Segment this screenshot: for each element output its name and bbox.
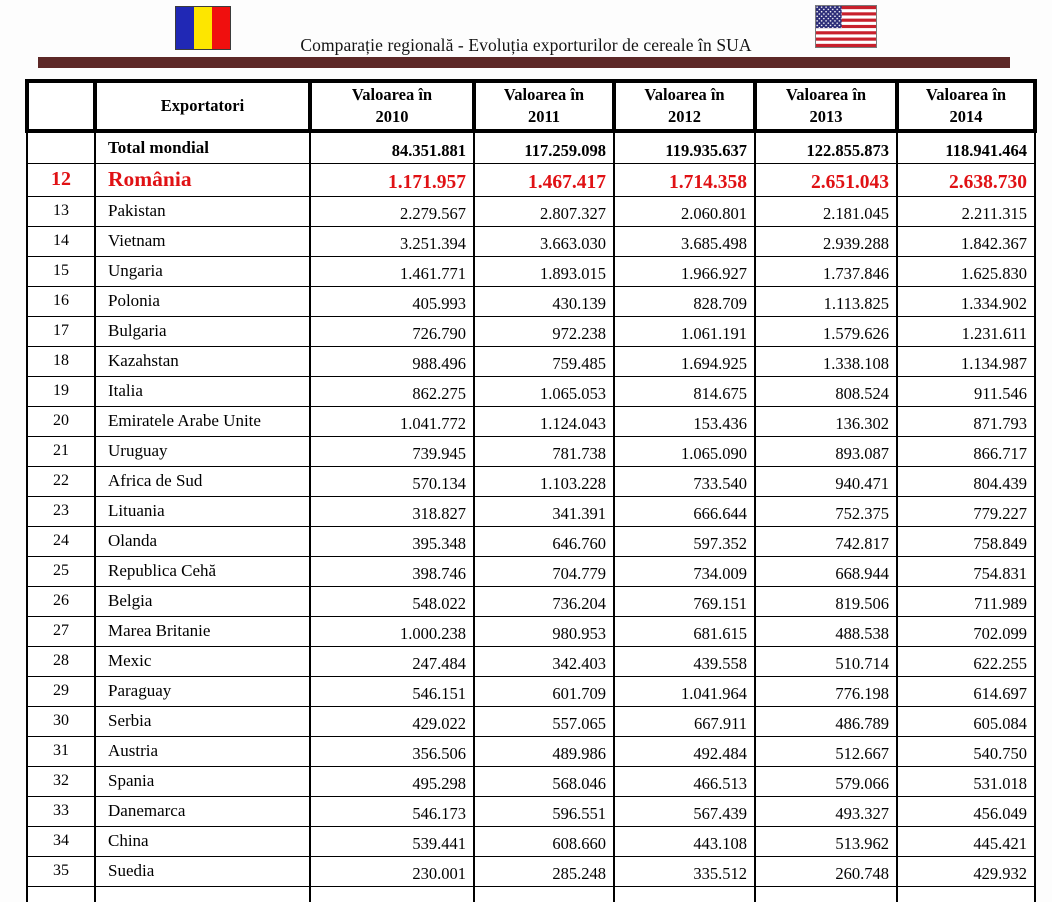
- table-row: [27, 676, 1035, 706]
- value-cell-2010: 1.000.238: [310, 616, 474, 646]
- table-row: [27, 256, 1035, 286]
- value-cell-2011: 117.259.098: [474, 131, 614, 163]
- table-row: [27, 736, 1035, 766]
- value-cell-2011: 1.065.053: [474, 376, 614, 406]
- value-cell-2012: 734.009: [614, 556, 755, 586]
- value-cell-2013: 668.944: [755, 556, 897, 586]
- value-cell-2013: 1.579.626: [755, 316, 897, 346]
- rank-cell: 33: [27, 796, 95, 826]
- value-cell-2010: 539.441: [310, 826, 474, 856]
- value-cell-2012: 597.352: [614, 526, 755, 556]
- value-cell-2011: 2.807.327: [474, 196, 614, 226]
- value-cell-2010: 3.251.394: [310, 226, 474, 256]
- value-cell-2010: [310, 886, 474, 902]
- value-cell-2010: 1.041.772: [310, 406, 474, 436]
- value-cell-2012: 1.065.090: [614, 436, 755, 466]
- value-cell-2013: 136.302: [755, 406, 897, 436]
- table-row: [27, 196, 1035, 226]
- value-cell-2012: 3.685.498: [614, 226, 755, 256]
- rank-cell: [27, 131, 95, 163]
- exporter-name-cell: Italia: [95, 376, 310, 406]
- rank-cell: 15: [27, 256, 95, 286]
- exporter-name-cell: România: [95, 163, 310, 196]
- value-cell-2010: 429.022: [310, 706, 474, 736]
- value-cell-2013: 893.087: [755, 436, 897, 466]
- year-header-cell-2011: Valoarea în 2011: [474, 81, 614, 131]
- exporter-name-cell: Uruguay: [95, 436, 310, 466]
- value-cell-2010: 84.351.881: [310, 131, 474, 163]
- value-cell-2014: 911.546: [897, 376, 1035, 406]
- table-row: [27, 376, 1035, 406]
- table-row: [27, 556, 1035, 586]
- value-cell-2011: 608.660: [474, 826, 614, 856]
- table-row: [27, 526, 1035, 556]
- value-cell-2013: 742.817: [755, 526, 897, 556]
- value-cell-2011: 1.893.015: [474, 256, 614, 286]
- value-cell-2013: 122.855.873: [755, 131, 897, 163]
- value-cell-2014: 1.625.830: [897, 256, 1035, 286]
- rank-cell: 34: [27, 826, 95, 856]
- value-cell-2014: 1.231.611: [897, 316, 1035, 346]
- rank-cell: 23: [27, 496, 95, 526]
- value-cell-2013: 819.506: [755, 586, 897, 616]
- value-cell-2011: 972.238: [474, 316, 614, 346]
- value-cell-2014: 1.134.987: [897, 346, 1035, 376]
- value-cell-2011: 704.779: [474, 556, 614, 586]
- value-cell-2010: 1.171.957: [310, 163, 474, 196]
- value-cell-2014: [897, 886, 1035, 902]
- year-header-cell-2010: Valoarea în 2010: [310, 81, 474, 131]
- value-cell-2012: 1.061.191: [614, 316, 755, 346]
- header-divider-bar: [38, 57, 1010, 68]
- value-cell-2010: 1.461.771: [310, 256, 474, 286]
- exporter-name-cell: Vietnam: [95, 226, 310, 256]
- exporter-name-cell: Ungaria: [95, 256, 310, 286]
- exporter-name-cell: [95, 886, 310, 902]
- year-header-cell-2013: Valoarea în 2013: [755, 81, 897, 131]
- exports-table: [25, 79, 1037, 902]
- value-cell-2011: 341.391: [474, 496, 614, 526]
- value-cell-2010: 739.945: [310, 436, 474, 466]
- value-cell-2012: [614, 886, 755, 902]
- value-cell-2014: 605.084: [897, 706, 1035, 736]
- rank-cell: 14: [27, 226, 95, 256]
- value-cell-2013: 1.113.825: [755, 286, 897, 316]
- value-cell-2014: 866.717: [897, 436, 1035, 466]
- value-cell-2014: 2.211.315: [897, 196, 1035, 226]
- value-cell-2014: 804.439: [897, 466, 1035, 496]
- value-cell-2012: 119.935.637: [614, 131, 755, 163]
- value-cell-2012: 1.041.964: [614, 676, 755, 706]
- value-cell-2013: 808.524: [755, 376, 897, 406]
- value-cell-2010: 2.279.567: [310, 196, 474, 226]
- exporter-name-cell: Belgia: [95, 586, 310, 616]
- exporter-name-cell: Kazahstan: [95, 346, 310, 376]
- value-cell-2013: 488.538: [755, 616, 897, 646]
- table-row-partial: [27, 886, 1035, 902]
- table-row: [27, 316, 1035, 346]
- table-row: [27, 706, 1035, 736]
- value-cell-2013: 510.714: [755, 646, 897, 676]
- exporter-name-cell: Austria: [95, 736, 310, 766]
- value-cell-2010: 546.173: [310, 796, 474, 826]
- value-cell-2012: 567.439: [614, 796, 755, 826]
- value-cell-2011: 1.124.043: [474, 406, 614, 436]
- exporter-name-cell: Danemarca: [95, 796, 310, 826]
- value-cell-2010: 862.275: [310, 376, 474, 406]
- value-cell-2014: 711.989: [897, 586, 1035, 616]
- value-cell-2012: 153.436: [614, 406, 755, 436]
- exporter-name-cell: Pakistan: [95, 196, 310, 226]
- rank-cell: 27: [27, 616, 95, 646]
- value-cell-2012: 2.060.801: [614, 196, 755, 226]
- rank-cell: 30: [27, 706, 95, 736]
- exporter-name-cell: Paraguay: [95, 676, 310, 706]
- value-cell-2013: 513.962: [755, 826, 897, 856]
- value-cell-2010: 405.993: [310, 286, 474, 316]
- value-cell-2014: 531.018: [897, 766, 1035, 796]
- value-cell-2014: 758.849: [897, 526, 1035, 556]
- table-row: [27, 586, 1035, 616]
- table-row: [27, 796, 1035, 826]
- value-cell-2012: 466.513: [614, 766, 755, 796]
- value-cell-2011: 285.248: [474, 856, 614, 886]
- exporter-name-cell: Total mondial: [95, 131, 310, 163]
- rank-cell: 35: [27, 856, 95, 886]
- value-cell-2013: 752.375: [755, 496, 897, 526]
- rank-cell: 21: [27, 436, 95, 466]
- value-cell-2010: 546.151: [310, 676, 474, 706]
- value-cell-2012: 439.558: [614, 646, 755, 676]
- rank-cell: 26: [27, 586, 95, 616]
- value-cell-2012: 492.484: [614, 736, 755, 766]
- value-cell-2010: 548.022: [310, 586, 474, 616]
- value-cell-2013: 2.181.045: [755, 196, 897, 226]
- value-cell-2012: 769.151: [614, 586, 755, 616]
- value-cell-2010: 495.298: [310, 766, 474, 796]
- exports-table-head: [27, 81, 1035, 131]
- rank-cell: 31: [27, 736, 95, 766]
- exporter-name-cell: Olanda: [95, 526, 310, 556]
- rank-cell: 32: [27, 766, 95, 796]
- value-cell-2014: 614.697: [897, 676, 1035, 706]
- value-cell-2011: 980.953: [474, 616, 614, 646]
- value-cell-2010: 988.496: [310, 346, 474, 376]
- value-cell-2011: 557.065: [474, 706, 614, 736]
- value-cell-2013: 776.198: [755, 676, 897, 706]
- value-cell-2014: 456.049: [897, 796, 1035, 826]
- rank-cell: [27, 886, 95, 902]
- value-cell-2011: 601.709: [474, 676, 614, 706]
- rank-cell: 20: [27, 406, 95, 436]
- exporter-name-cell: Marea Britanie: [95, 616, 310, 646]
- rank-cell: 29: [27, 676, 95, 706]
- value-cell-2011: 342.403: [474, 646, 614, 676]
- exporter-name-cell: China: [95, 826, 310, 856]
- rank-header-cell: [27, 81, 95, 131]
- exports-table-body: [27, 131, 1035, 902]
- value-cell-2011: 596.551: [474, 796, 614, 826]
- value-cell-2011: 3.663.030: [474, 226, 614, 256]
- value-cell-2013: 1.338.108: [755, 346, 897, 376]
- value-cell-2011: 1.103.228: [474, 466, 614, 496]
- table-row: [27, 826, 1035, 856]
- value-cell-2010: 398.746: [310, 556, 474, 586]
- value-cell-2012: 814.675: [614, 376, 755, 406]
- value-cell-2012: 1.966.927: [614, 256, 755, 286]
- header-row: [27, 81, 1035, 131]
- rank-cell: 25: [27, 556, 95, 586]
- rank-cell: 24: [27, 526, 95, 556]
- rank-cell: 18: [27, 346, 95, 376]
- table-row: [27, 766, 1035, 796]
- value-cell-2013: [755, 886, 897, 902]
- rank-cell: 16: [27, 286, 95, 316]
- value-cell-2010: 570.134: [310, 466, 474, 496]
- page-title: Comparație regională - Evoluția exporturilor de cereale în SUA: [300, 35, 752, 55]
- value-cell-2012: 1.694.925: [614, 346, 755, 376]
- value-cell-2014: 429.932: [897, 856, 1035, 886]
- value-cell-2010: 726.790: [310, 316, 474, 346]
- table-row: [27, 496, 1035, 526]
- value-cell-2014: 871.793: [897, 406, 1035, 436]
- value-cell-2014: 118.941.464: [897, 131, 1035, 163]
- table-row: [27, 226, 1035, 256]
- value-cell-2012: 335.512: [614, 856, 755, 886]
- table-row: [27, 286, 1035, 316]
- value-cell-2012: 681.615: [614, 616, 755, 646]
- table-row: [27, 856, 1035, 886]
- value-cell-2011: 759.485: [474, 346, 614, 376]
- rank-cell: 19: [27, 376, 95, 406]
- value-cell-2010: 247.484: [310, 646, 474, 676]
- value-cell-2011: [474, 886, 614, 902]
- value-cell-2013: 2.939.288: [755, 226, 897, 256]
- exporter-name-cell: Emiratele Arabe Unite: [95, 406, 310, 436]
- exporter-name-cell: Spania: [95, 766, 310, 796]
- total-mondial-row: [27, 131, 1035, 163]
- value-cell-2013: 1.737.846: [755, 256, 897, 286]
- value-cell-2013: 486.789: [755, 706, 897, 736]
- value-cell-2010: 230.001: [310, 856, 474, 886]
- table-row: [27, 616, 1035, 646]
- value-cell-2011: 568.046: [474, 766, 614, 796]
- exporter-name-cell: Mexic: [95, 646, 310, 676]
- table-row: [27, 346, 1035, 376]
- value-cell-2014: 779.227: [897, 496, 1035, 526]
- value-cell-2014: 622.255: [897, 646, 1035, 676]
- exporter-name-cell: Suedia: [95, 856, 310, 886]
- value-cell-2013: 512.667: [755, 736, 897, 766]
- value-cell-2013: 493.327: [755, 796, 897, 826]
- value-cell-2011: 489.986: [474, 736, 614, 766]
- value-cell-2014: 1.334.902: [897, 286, 1035, 316]
- exporter-name-cell: Polonia: [95, 286, 310, 316]
- rank-cell: 17: [27, 316, 95, 346]
- rank-cell: 13: [27, 196, 95, 226]
- exporter-header-cell: Exportatori: [95, 81, 310, 131]
- table-row: [27, 646, 1035, 676]
- value-cell-2013: 2.651.043: [755, 163, 897, 196]
- value-cell-2012: 667.911: [614, 706, 755, 736]
- value-cell-2014: 1.842.367: [897, 226, 1035, 256]
- value-cell-2011: 781.738: [474, 436, 614, 466]
- value-cell-2010: 318.827: [310, 496, 474, 526]
- value-cell-2012: 1.714.358: [614, 163, 755, 196]
- usa-flag-icon: [815, 5, 877, 48]
- exporter-name-cell: Africa de Sud: [95, 466, 310, 496]
- value-cell-2014: 445.421: [897, 826, 1035, 856]
- value-cell-2011: 736.204: [474, 586, 614, 616]
- value-cell-2011: 646.760: [474, 526, 614, 556]
- year-header-cell-2014: Valoarea în 2014: [897, 81, 1035, 131]
- value-cell-2012: 443.108: [614, 826, 755, 856]
- value-cell-2013: 260.748: [755, 856, 897, 886]
- table-row: [27, 406, 1035, 436]
- value-cell-2012: 828.709: [614, 286, 755, 316]
- table-row: [27, 466, 1035, 496]
- value-cell-2011: 430.139: [474, 286, 614, 316]
- value-cell-2013: 940.471: [755, 466, 897, 496]
- value-cell-2010: 356.506: [310, 736, 474, 766]
- value-cell-2012: 666.644: [614, 496, 755, 526]
- value-cell-2014: 540.750: [897, 736, 1035, 766]
- year-header-cell-2012: Valoarea în 2012: [614, 81, 755, 131]
- table-row: [27, 436, 1035, 466]
- rank-cell: 22: [27, 466, 95, 496]
- value-cell-2011: 1.467.417: [474, 163, 614, 196]
- exporter-name-cell: Lituania: [95, 496, 310, 526]
- value-cell-2012: 733.540: [614, 466, 755, 496]
- value-cell-2013: 579.066: [755, 766, 897, 796]
- document-header: [0, 0, 1052, 57]
- exporter-name-cell: Serbia: [95, 706, 310, 736]
- value-cell-2010: 395.348: [310, 526, 474, 556]
- exporter-name-cell: Bulgaria: [95, 316, 310, 346]
- exporter-name-cell: Republica Cehă: [95, 556, 310, 586]
- value-cell-2014: 2.638.730: [897, 163, 1035, 196]
- value-cell-2014: 754.831: [897, 556, 1035, 586]
- romania-highlight-row: [27, 163, 1035, 196]
- rank-cell: 28: [27, 646, 95, 676]
- value-cell-2014: 702.099: [897, 616, 1035, 646]
- rank-cell: 12: [27, 163, 95, 196]
